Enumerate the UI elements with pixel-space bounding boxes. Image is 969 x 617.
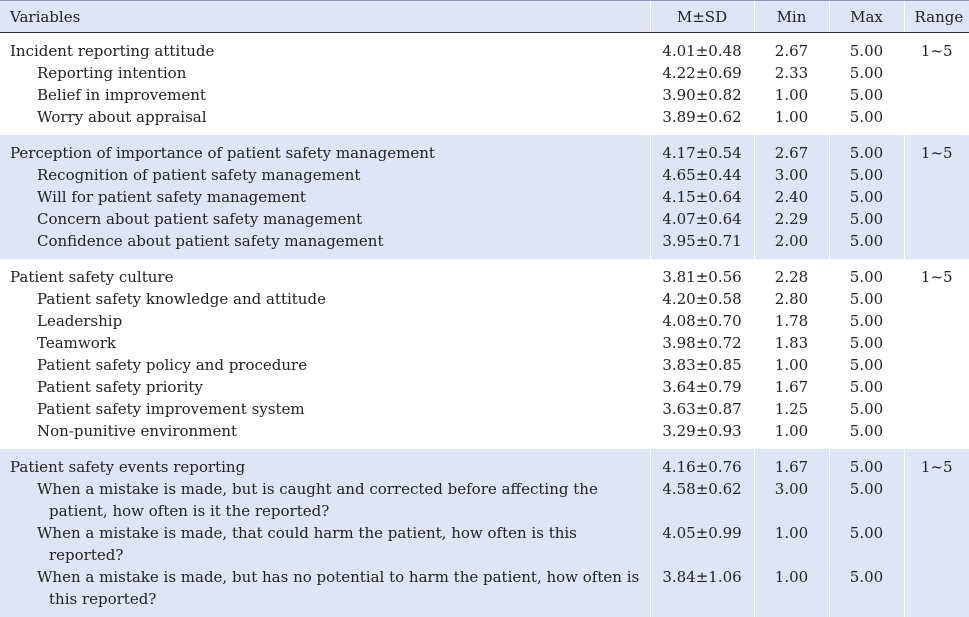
max-cell: 5.00: [829, 376, 904, 398]
min-cell: 1.00: [754, 106, 829, 135]
item-label: [0, 288, 650, 310]
header-range: Range: [904, 1, 969, 33]
max-cell: 5.00: [829, 164, 904, 186]
msd-cell: 4.08±0.70: [650, 310, 754, 332]
max-cell: 5.00: [829, 420, 904, 449]
max-cell: 5.00: [829, 208, 904, 230]
item-label-text: When a mistake is made, but has no potential to harm the patient, how often is this reported?: [37, 568, 640, 608]
item-label-text: Will for patient safety management: [37, 188, 306, 206]
item-label: [0, 186, 650, 208]
max-cell: 5.00: [829, 288, 904, 310]
msd-cell: 3.83±0.85: [650, 354, 754, 376]
msd-cell: 4.16±0.76: [650, 449, 754, 478]
max-cell: 5.00: [829, 449, 904, 478]
range-cell: [904, 420, 969, 449]
msd-cell: 3.84±1.06: [650, 566, 754, 617]
group-section: [0, 135, 969, 259]
item-label-text: Non-punitive environment: [37, 422, 238, 440]
item-row: [0, 522, 969, 566]
min-cell: 2.80: [754, 288, 829, 310]
item-label-text: Worry about appraisal: [37, 108, 207, 126]
range-cell: [904, 310, 969, 332]
item-row: [0, 398, 969, 420]
min-cell: 2.00: [754, 230, 829, 259]
msd-cell: 4.15±0.64: [650, 186, 754, 208]
msd-cell: 3.90±0.82: [650, 84, 754, 106]
group-section: [0, 449, 969, 617]
max-cell: 5.00: [829, 186, 904, 208]
range-cell: [904, 84, 969, 106]
max-cell: 5.00: [829, 84, 904, 106]
msd-cell: 4.07±0.64: [650, 208, 754, 230]
min-cell: 1.67: [754, 449, 829, 478]
item-row: [0, 106, 969, 135]
msd-cell: 4.01±0.48: [650, 33, 754, 63]
item-row: [0, 478, 969, 522]
group-row: [0, 33, 969, 63]
range-cell: [904, 186, 969, 208]
min-cell: 1.00: [754, 420, 829, 449]
group-section: [0, 33, 969, 136]
range-cell: [904, 566, 969, 617]
item-label-text: Belief in improvement: [37, 86, 206, 104]
range-cell: 1~5: [904, 259, 969, 288]
group-label: Perception of importance of patient safety management: [0, 135, 650, 164]
item-row: [0, 62, 969, 84]
range-cell: 1~5: [904, 449, 969, 478]
item-row: [0, 186, 969, 208]
item-label: [0, 208, 650, 230]
min-cell: 1.00: [754, 522, 829, 566]
max-cell: 5.00: [829, 310, 904, 332]
range-cell: [904, 522, 969, 566]
table-header: [0, 1, 969, 33]
item-row: [0, 288, 969, 310]
max-cell: 5.00: [829, 398, 904, 420]
min-cell: 2.67: [754, 135, 829, 164]
min-cell: 1.78: [754, 310, 829, 332]
range-cell: [904, 62, 969, 84]
item-label-text: Leadership: [37, 312, 123, 330]
item-label-text: When a mistake is made, that could harm the patient, how often is this reported?: [37, 524, 577, 564]
min-cell: 1.00: [754, 84, 829, 106]
max-cell: 5.00: [829, 478, 904, 522]
min-cell: 2.33: [754, 62, 829, 84]
min-cell: 2.40: [754, 186, 829, 208]
group-label: Incident reporting attitude: [10, 42, 215, 60]
group-section: [0, 259, 969, 449]
group-row: [0, 259, 969, 288]
range-cell: [904, 354, 969, 376]
item-row: [0, 310, 969, 332]
item-label: [0, 398, 650, 420]
item-row: [0, 164, 969, 186]
item-row: [0, 208, 969, 230]
item-label: [0, 310, 650, 332]
min-cell: 1.25: [754, 398, 829, 420]
header-max: Max: [829, 1, 904, 33]
item-row: [0, 376, 969, 398]
item-row: [0, 420, 969, 449]
group-row: [0, 135, 969, 164]
item-label-text: Concern about patient safety management: [37, 210, 363, 228]
item-label-text: Patient safety knowledge and attitude: [37, 290, 326, 308]
msd-cell: 4.58±0.62: [650, 478, 754, 522]
item-label-text: Patient safety priority: [37, 378, 203, 396]
range-cell: [904, 332, 969, 354]
range-cell: [904, 106, 969, 135]
header-row: [0, 1, 969, 33]
msd-cell: 3.64±0.79: [650, 376, 754, 398]
max-cell: 5.00: [829, 33, 904, 63]
min-cell: 1.00: [754, 354, 829, 376]
min-cell: 2.67: [754, 33, 829, 63]
item-label-text: Patient safety policy and procedure: [37, 356, 308, 374]
max-cell: 5.00: [829, 332, 904, 354]
msd-cell: 4.17±0.54: [650, 135, 754, 164]
item-row: [0, 84, 969, 106]
group-label: Patient safety events reporting: [0, 449, 650, 478]
min-cell: 3.00: [754, 478, 829, 522]
max-cell: 5.00: [829, 259, 904, 288]
item-row: [0, 230, 969, 259]
header-min: Min: [754, 1, 829, 33]
msd-cell: 3.29±0.93: [650, 420, 754, 449]
header-msd: M±SD: [650, 1, 754, 33]
header-variables: Variables: [0, 1, 650, 33]
range-cell: [904, 164, 969, 186]
item-label: [0, 354, 650, 376]
range-cell: 1~5: [904, 135, 969, 164]
range-cell: 1~5: [904, 33, 969, 63]
item-label-text: Teamwork: [37, 334, 117, 352]
msd-cell: 4.22±0.69: [650, 62, 754, 84]
item-label: [0, 106, 650, 135]
item-label: [0, 376, 650, 398]
max-cell: 5.00: [829, 354, 904, 376]
min-cell: 3.00: [754, 164, 829, 186]
item-label: [0, 332, 650, 354]
item-label-text: When a mistake is made, but is caught and corrected before affecting the patient, how often is it the reported?: [37, 480, 598, 520]
group-row: [0, 449, 969, 478]
msd-cell: 4.05±0.99: [650, 522, 754, 566]
item-label: [0, 164, 650, 186]
msd-cell: 3.98±0.72: [650, 332, 754, 354]
item-row: [0, 354, 969, 376]
max-cell: 5.00: [829, 135, 904, 164]
min-cell: 1.67: [754, 376, 829, 398]
item-row: [0, 566, 969, 617]
item-label: [0, 522, 650, 566]
min-cell: 1.83: [754, 332, 829, 354]
group-label: Patient safety culture: [10, 268, 174, 286]
item-row: [0, 332, 969, 354]
max-cell: 5.00: [829, 566, 904, 617]
range-cell: [904, 288, 969, 310]
range-cell: [904, 478, 969, 522]
item-label: [0, 566, 650, 617]
item-label: [0, 230, 650, 259]
min-cell: 2.28: [754, 259, 829, 288]
item-label-text: Patient safety improvement system: [37, 400, 305, 418]
max-cell: 5.00: [829, 522, 904, 566]
msd-cell: 3.81±0.56: [650, 259, 754, 288]
item-label: [0, 420, 650, 449]
range-cell: [904, 376, 969, 398]
min-cell: 1.00: [754, 566, 829, 617]
item-label: [0, 478, 650, 522]
msd-cell: 4.65±0.44: [650, 164, 754, 186]
range-cell: [904, 208, 969, 230]
item-label-text: Confidence about patient safety management: [37, 232, 384, 250]
item-label-text: Recognition of patient safety management: [37, 166, 361, 184]
msd-cell: 3.95±0.71: [650, 230, 754, 259]
max-cell: 5.00: [829, 62, 904, 84]
max-cell: 5.00: [829, 106, 904, 135]
msd-cell: 4.20±0.58: [650, 288, 754, 310]
msd-cell: 3.89±0.62: [650, 106, 754, 135]
range-cell: [904, 230, 969, 259]
item-label: [0, 84, 650, 106]
item-label: [0, 62, 650, 84]
item-label-text: Reporting intention: [37, 64, 187, 82]
min-cell: 2.29: [754, 208, 829, 230]
msd-cell: 3.63±0.87: [650, 398, 754, 420]
range-cell: [904, 398, 969, 420]
max-cell: 5.00: [829, 230, 904, 259]
